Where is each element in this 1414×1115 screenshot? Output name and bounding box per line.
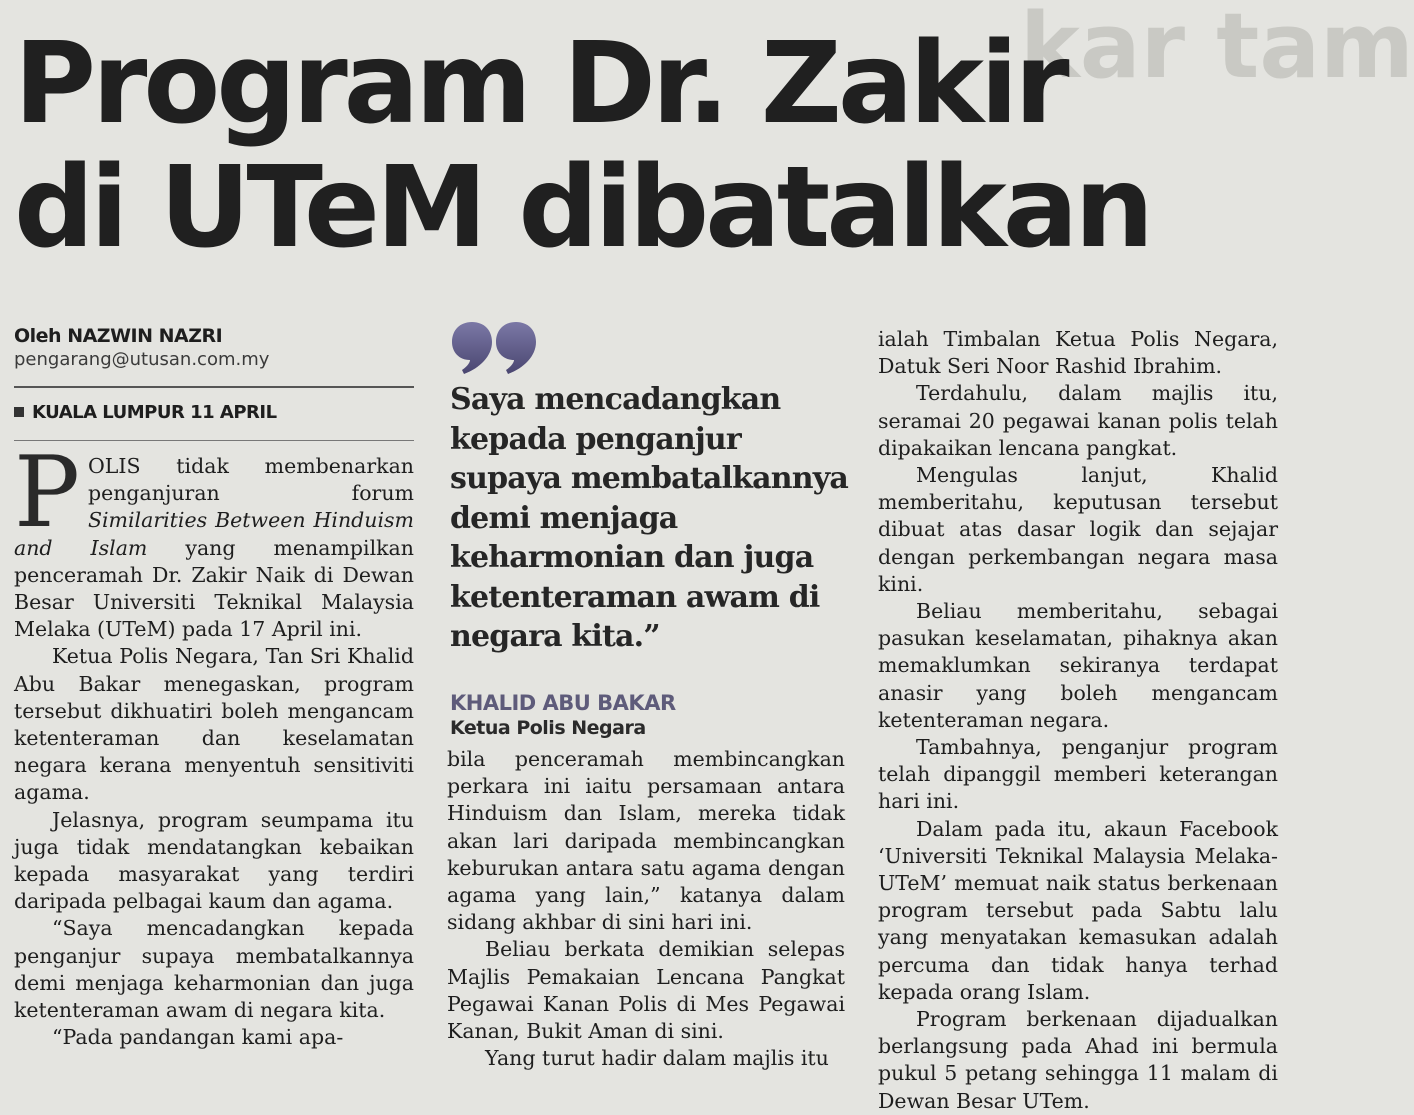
- article-paragraph: Tambahnya, penganjur program telah dipanggil memberi keterangan hari ini.: [878, 735, 1278, 814]
- pull-quote-title: Ketua Polis Negara: [450, 716, 646, 739]
- article-paragraph: “Saya mencadangkan kepada penganjur supaya membatalkannya demi menjaga keharmonian dan juga ketenteraman awam di negara kita.: [14, 916, 414, 1023]
- article-paragraph: Terdahulu, dalam majlis itu, seramai 20 pegawai kanan polis telah dipakaikan lencana pangkat.: [878, 381, 1278, 460]
- dateline-text: KUALA LUMPUR 11 APRIL: [32, 402, 277, 423]
- article-paragraph: bila penceramah membincangkan perkara ini iaitu persamaan antara Hinduism dan Islam, mereka tidak akan lari daripada membincangkan keburukan antara satu agama dengan agama yang lain,” katanya dalam sidang akhbar di sini hari ini.: [447, 747, 845, 935]
- article-paragraph: Program berkenaan dijadualkan berlangsung pada Ahad ini bermula pukul 5 petang sehingga 11 malam di Dewan Besar UTem.: [878, 1007, 1278, 1113]
- byline-author: [14, 325, 414, 347]
- article-paragraph: Jelasnya, program seumpama itu juga tidak mendatangkan kebaikan kepada masyarakat yang terdiri daripada pelbagai kaum dan agama.: [14, 807, 414, 914]
- article-paragraph: “Pada pandangan kami apa-: [52, 1025, 344, 1050]
- byline-name: NAZWIN NAZRI: [67, 325, 223, 347]
- article-paragraph: Dalam pada itu, akaun Facebook ‘Universiti Teknikal Malaysia Melaka-UTeM’ memuat naik status berkenaan program tersebut pada Sabtu lalu yang menyatakan kemasukan adalah percuma dan tidak hanya terhad kepada orang Islam.: [878, 816, 1278, 1004]
- dateline: [14, 402, 277, 423]
- pull-quote: [440, 320, 860, 739]
- article-column-3: [878, 326, 1278, 1115]
- pull-quote-name: KHALID ABU BAKAR: [450, 690, 676, 715]
- quote-mark-icon: [450, 320, 540, 376]
- dateline-square-icon: [14, 407, 24, 417]
- headline: [14, 19, 1151, 273]
- article-paragraph: Beliau memberitahu, sebagai pasukan keselamatan, pihaknya akan memaklumkan sekiranya terdapat anasir yang boleh mengancam ketenteraman negara.: [878, 599, 1278, 732]
- pull-quote-text: Saya mencadangkan kepada penganjur supaya membatalkannya demi menjaga keharmonian dan juga ketenteraman awam di negara kita.”: [450, 382, 849, 654]
- byline-prefix: Oleh: [14, 325, 62, 347]
- article-paragraph: POLIS tidak membenarkan penganjuran forum Similarities Between Hinduism and Islam yang menampilkan penceramah Dr. Zakir Naik di Dewan Besar Universiti Teknikal Malaysia Melaka (UTeM) pada 17 April ini.: [14, 436, 414, 642]
- forum-title: Similarities Between Hinduism and Islam: [14, 508, 414, 560]
- article-column-2: [447, 746, 845, 1072]
- article-paragraph: Mengulas lanjut, Khalid memberitahu, keputusan tersebut dibuat atas dasar logik dan sejajar dengan perkembangan negara masa kini.: [878, 463, 1278, 596]
- drop-cap: P: [14, 436, 80, 550]
- byline-email: pengarang@utusan.com.my: [14, 349, 270, 370]
- headline-line-1: Program Dr. Zakir: [14, 19, 1066, 149]
- article-paragraph: Ketua Polis Negara, Tan Sri Khalid Abu Bakar menegaskan, program tersebut dikhuatiri boleh mengancam ketenteraman dan keselamatan negara kerana menyentuh sensitiviti agama.: [14, 644, 414, 805]
- byline: [14, 325, 414, 370]
- article-paragraph: Yang turut hadir dalam majlis itu: [485, 1046, 829, 1071]
- background-headline-fragment: kar tam: [1020, 0, 1414, 99]
- divider: [14, 386, 414, 388]
- article-paragraph: ialah Timbalan Ketua Polis Negara, Datuk Seri Noor Rashid Ibrahim.: [878, 327, 1278, 379]
- article-column-1: [14, 436, 414, 1051]
- article-paragraph: Beliau berkata demikian selepas Majlis Pemakaian Lencana Pangkat Pegawai Kanan Polis di Mes Pegawai Kanan, Bukit Aman di sini.: [447, 937, 845, 1044]
- headline-line-2: di UTeM dibatalkan: [14, 143, 1151, 273]
